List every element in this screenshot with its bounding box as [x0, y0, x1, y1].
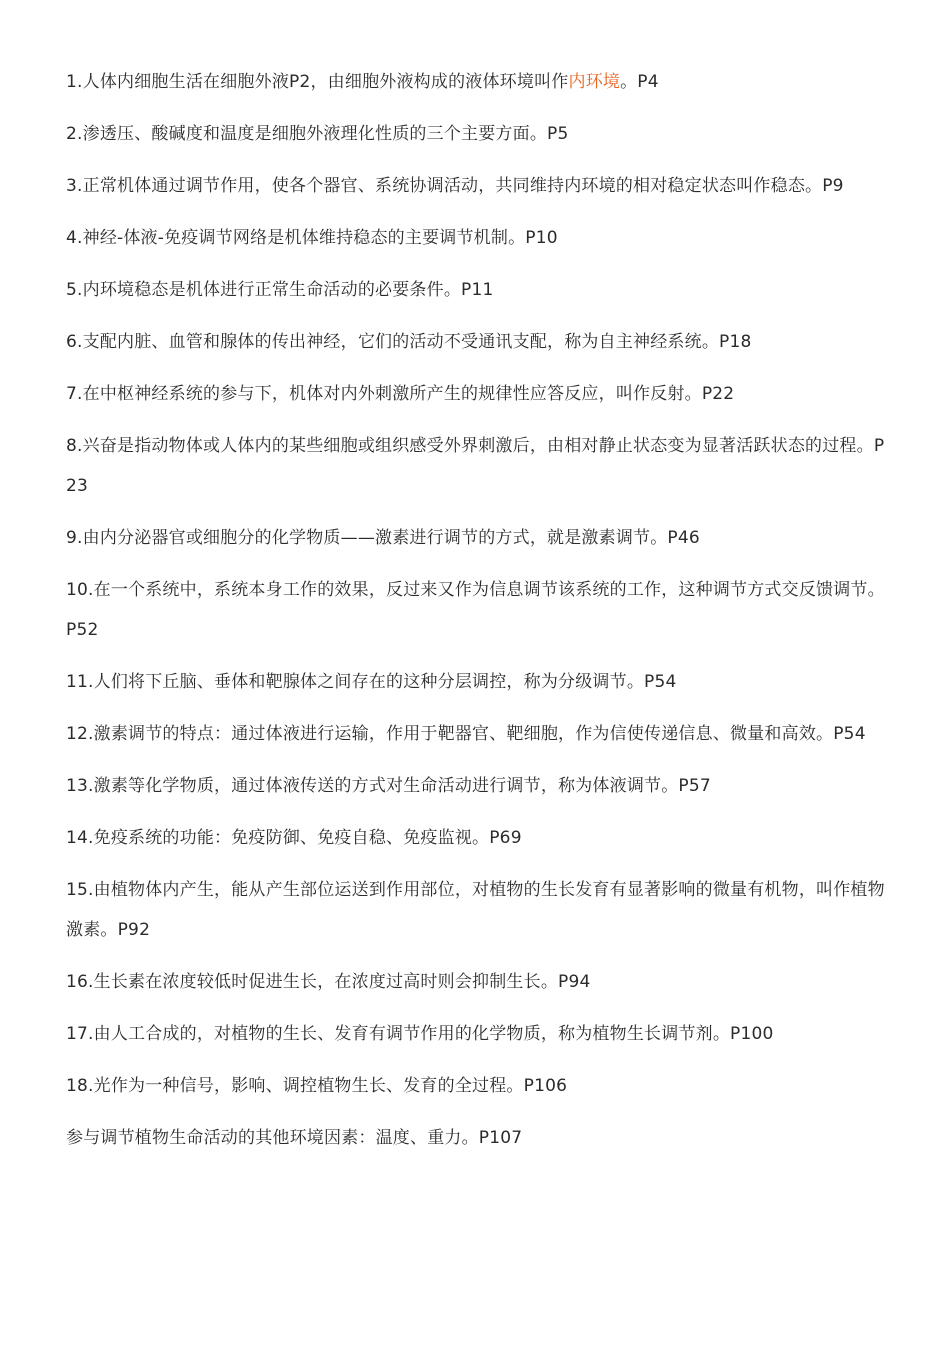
item-3: 3.正常机体通过调节作用，使各个器官、系统协调活动，共同维持内环境的相对稳定状态叫作稳态。P9 — [66, 176, 844, 196]
item-16: 16.生长素在浓度较低时促进生长，在浓度过高时则会抑制生长。P94 — [66, 972, 591, 992]
item-1-text-after: 。P4 — [620, 72, 659, 92]
item-1 — [66, 62, 892, 102]
document-body — [66, 62, 892, 1170]
item-5: 5.内环境稳态是机体进行正常生命活动的必要条件。P11 — [66, 280, 494, 300]
item-8: 8.兴奋是指动物体或人体内的某些细胞或组织感受外界刺激后，由相对静止状态变为显著活跃状态的过程。P23 — [66, 436, 885, 496]
item-7: 7.在中枢神经系统的参与下，机体对内外刺激所产生的规律性应答反应，叫作反射。P22 — [66, 384, 735, 404]
item-13: 13.激素等化学物质，通过体液传送的方式对生命活动进行调节，称为体液调节。P57 — [66, 776, 711, 796]
item-4: 4.神经-体液-免疫调节网络是机体维持稳态的主要调节机制。P10 — [66, 228, 558, 248]
item-2: 2.渗透压、酸碱度和温度是细胞外液理化性质的三个主要方面。P5 — [66, 124, 569, 144]
item-19: 参与调节植物生命活动的其他环境因素：温度、重力。P107 — [66, 1128, 523, 1148]
item-15: 15.由植物体内产生，能从产生部位运送到作用部位，对植物的生长发育有显著影响的微量有机物，叫作植物激素。P92 — [66, 880, 885, 940]
item-6: 6.支配内脏、血管和腺体的传出神经，它们的活动不受通讯支配，称为自主神经系统。P18 — [66, 332, 752, 352]
item-14: 14.免疫系统的功能：免疫防御、免疫自稳、免疫监视。P69 — [66, 828, 522, 848]
highlight-term-link[interactable]: 内环境 — [568, 72, 621, 92]
item-17: 17.由人工合成的，对植物的生长、发育有调节作用的化学物质，称为植物生长调节剂。P100 — [66, 1024, 774, 1044]
item-12: 12.激素调节的特点：通过体液进行运输，作用于靶器官、靶细胞，作为信使传递信息、微量和高效。P54 — [66, 724, 866, 744]
item-1-text-before: 1.人体内细胞生活在细胞外液P2，由细胞外液构成的液体环境叫作 — [66, 72, 569, 92]
item-11: 11.人们将下丘脑、垂体和靶腺体之间存在的这种分层调控，称为分级调节。P54 — [66, 672, 677, 692]
item-18: 18.光作为一种信号，影响、调控植物生长、发育的全过程。P106 — [66, 1076, 568, 1096]
item-10: 10.在一个系统中，系统本身工作的效果，反过来又作为信息调节该系统的工作，这种调节方式交反馈调节。P52 — [66, 580, 885, 640]
item-9: 9.由内分泌器官或细胞分的化学物质——激素进行调节的方式，就是激素调节。P46 — [66, 528, 700, 548]
